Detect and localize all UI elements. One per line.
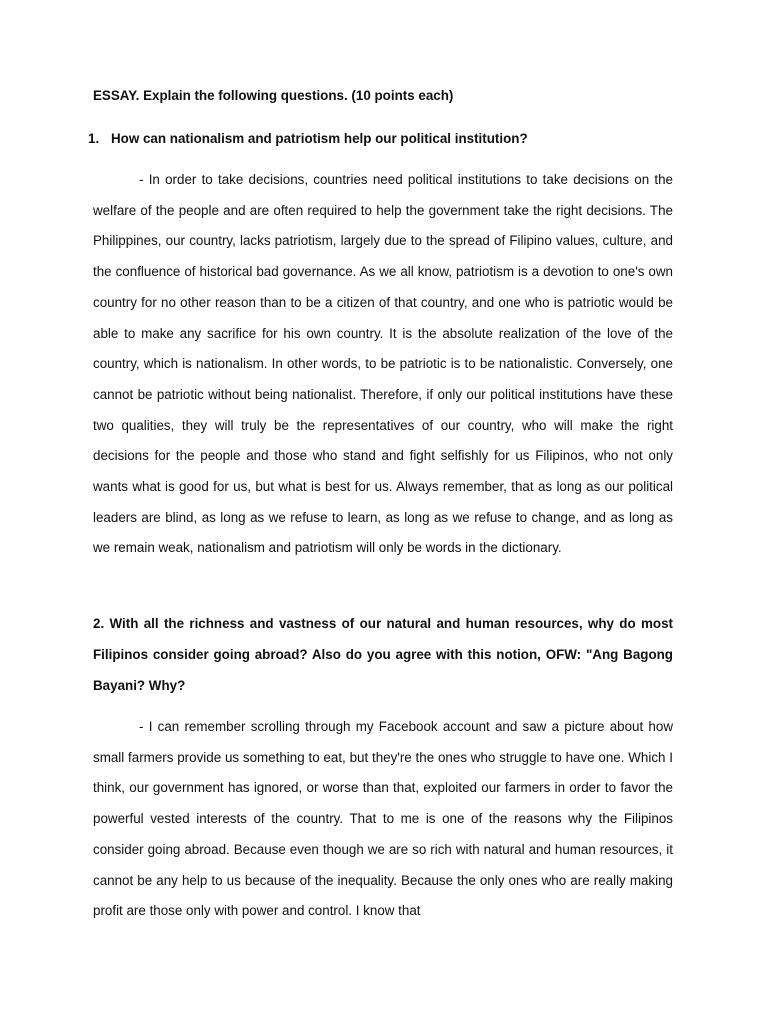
question-1-number: 1. [88,131,100,146]
question-1-text: How can nationalism and patriotism help our political institution? [111,131,528,146]
answer-1-paragraph: - In order to take decisions, countries need political institutions to take decisions on the welfare of the people and are often required to help the government take the right decisions. The Philippines, our country, lacks patriotism, largely due to the spread of Filipino values, culture, and the confluence of historical bad governance. As we all know, patriotism is a devotion to one's own country for no other reason than to be a citizen of that country, and one who is patriotic would be able to make any sacrifice for his own country. It is the absolute realization of the love of the country, which is nationalism. In other words, to be patriotic is to be nationalistic. Conversely, one cannot be patriotic without being nationalist. Therefore, if only our political institutions have these two qualities, they will truly be the representatives of our country, who will make the right decisions for the people and those who stand and fight selfishly for us Filipinos, who not only wants what is good for us, but what is best for us. Always remember, that as long as our political leaders are blind, as long as we refuse to learn, as long as we refuse to change, and as long as we remain weak, nationalism and patriotism will only be words in the dictionary. [93,172,673,556]
answer-2-paragraph: - I can remember scrolling through my Facebook account and saw a picture about how small farmers provide us something to eat, but they're the ones who struggle to have one. Which I think, our government has ignored, or worse than that, exploited our farmers in order to favor the powerful vested interests of the country. That to me is one of the reasons why the Filipinos consider going abroad. Because even though we are so rich with natural and human resources, it cannot be any help to us because of the inequality. Because the only ones who are really making profit are those only with power and control. I know that [93,719,673,919]
question-2: 2. With all the richness and vastness of our natural and human resources, why do most Filipinos consider going abroad? Also do you agree with this notion, OFW: "Ang Bagong Bayani? Why? [93,616,673,693]
question-1 [88,129,673,149]
essay-heading: ESSAY. Explain the following questions. (10 points each) [93,88,454,103]
